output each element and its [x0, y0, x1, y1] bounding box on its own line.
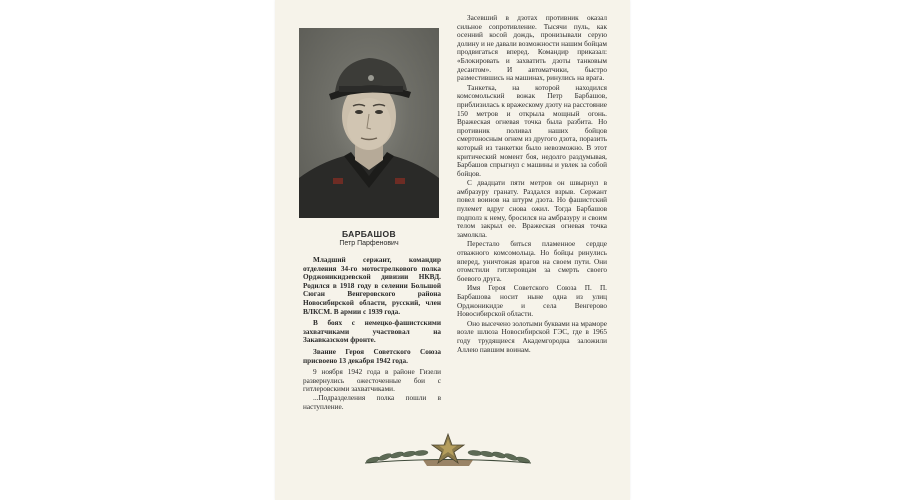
story-paragraph: ...Подразделения полка пошли в наступление.	[303, 393, 441, 411]
soldier-portrait-drawing	[299, 28, 439, 218]
portrait-photo	[299, 28, 439, 218]
story-paragraph: Имя Героя Советского Союза П. П. Барбашова носит ныне одна из улиц Орджоникидзе и села Венгерово Новосибирской области.	[457, 284, 607, 319]
story-paragraph: Оно высечено золотыми буквами на мраморе возле шлюза Новосибирской ГЭС, где в 1965 году трудящиеся Академгородка заложили Аллею павшим воинам.	[457, 319, 607, 354]
hero-surname: БАРБАШОВ	[341, 229, 396, 239]
story-paragraph: 9 ноября 1942 года в районе Гизели развернулись ожесточенные бои с гитлеровскими захватчиками.	[303, 368, 441, 394]
story-paragraph: Засевший в дзотах противник оказал сильное сопротивление. Тысячи пуль, как осенний косой дождь, пронизывали серую долину и не давали возможности нашим бойцам продвигаться вперед. Командир приказал: «Блокировать и захватить дзоты танковым десантом». И автоматчики, быстро разместившись на машинах, ринулись на врага.	[457, 14, 607, 83]
story-column	[457, 14, 607, 354]
document-page	[275, 0, 630, 500]
laurel-star-emblem-icon	[353, 430, 543, 470]
story-paragraph: С двадцати пяти метров он швырнул в амбразуру гранату. Раздался взрыв. Сержант повел воинов на штурм дзота. Но фашистский пулемет вдруг снова ожил. Тогда Барбашов подполз к нему, бросился на амбразуру и своим телом закрыл ее. Вражеская огневая точка замолкла.	[457, 179, 607, 239]
biography-paragraph: Младший сержант, командир отделения 34-го мотострелкового полка Орджоникидзевской дивизии НКВД. Родился в 1918 году в селении Большой Сюган Венгеровского района Новосибирской области, русский, член ВЛКСМ. В армии с 1939 года.	[303, 256, 441, 316]
biography-column	[303, 256, 441, 411]
hero-name-patronymic: Петр Парфенович	[339, 240, 399, 247]
story-paragraph: Танкетка, на которой находился комсомольский вожак Петр Барбашов, приблизилась к вражескому дзоту на расстояние 150 метров и открыла мощный огонь. Вражеская огневая точка была разбита. Но противник поливал наших бойцов смертоносным огнем из другого дзота, поразить который из танкетки было невозможно. В этот критический момент боя, недолго раздумывая, Барбашов спрыгнул с машины и увлек за собой бойцов.	[457, 83, 607, 178]
biography-paragraph: В боях с немецко-фашистскими захватчиками участвовал на Закавказском фронте.	[303, 319, 441, 345]
biography-paragraph: Звание Героя Советского Союза присвоено 13 декабря 1942 года.	[303, 347, 441, 365]
story-paragraph: Перестало биться пламенное сердце отважного комсомольца. Но бойцы ринулись вперед, уничтожая врагов на своем пути. Они отомстили гитлеровцам за смерть своего боевого друга.	[457, 240, 607, 283]
